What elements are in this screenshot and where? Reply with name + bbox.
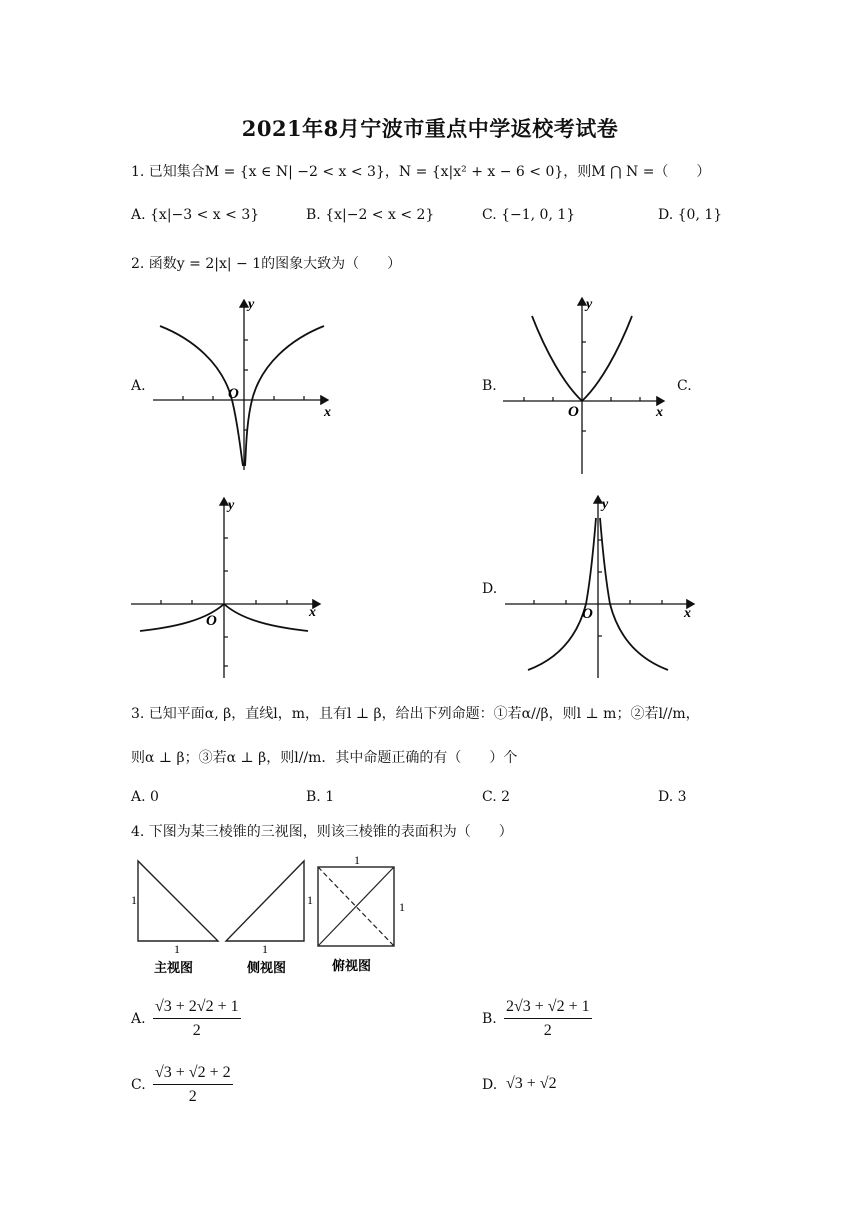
q2-option-b-label: B. bbox=[482, 378, 497, 394]
q1-option-c: C. {−1, 0, 1} bbox=[482, 207, 576, 223]
graph-c bbox=[126, 492, 326, 682]
x-axis-label: x bbox=[656, 405, 663, 420]
top-view-height-label: 1 bbox=[399, 900, 405, 914]
q4-option-c-fraction bbox=[153, 1064, 233, 1106]
y-axis-label: y bbox=[248, 297, 255, 312]
q4-option-d-label: D. bbox=[482, 1077, 498, 1093]
front-view bbox=[138, 861, 218, 941]
side-view-height-label: 1 bbox=[307, 893, 313, 907]
q2-option-c-label: C. bbox=[677, 378, 692, 394]
x-axis-label: x bbox=[324, 405, 331, 420]
three-views-figure bbox=[128, 852, 413, 982]
side-view bbox=[226, 861, 304, 941]
q3-option-b: B. 1 bbox=[306, 789, 335, 805]
question-1-text: 1. 已知集合M = {x ∈ N| −2 < x < 3}，N = {x|x² + x − 6 < 0}，则M ⋂ N =（ ） bbox=[131, 164, 711, 180]
q4-option-a-label: A. bbox=[131, 1011, 146, 1027]
y-axis-label: y bbox=[228, 498, 235, 513]
q4-option-a-fraction bbox=[153, 998, 241, 1040]
front-view-width-label: 1 bbox=[174, 942, 180, 956]
q1-option-d: D. {0, 1} bbox=[658, 207, 723, 223]
page-title: 2021年8月宁波市重点中学返校考试卷 bbox=[241, 116, 619, 141]
question-2-text: 2. 函数y = 2|x| − 1的图象大致为（ ） bbox=[131, 256, 402, 272]
q3-option-d: D. 3 bbox=[658, 789, 687, 805]
front-view-height-label: 1 bbox=[131, 893, 137, 907]
curve-right bbox=[600, 518, 668, 670]
q4-option-a-numerator: √3 + 2√2 + 1 bbox=[153, 998, 241, 1019]
q4-option-c-denominator: 2 bbox=[188, 1088, 197, 1105]
y-axis-label: y bbox=[586, 297, 593, 312]
curve-right bbox=[245, 326, 324, 466]
top-view-width-label: 1 bbox=[354, 853, 360, 867]
q2-option-a-label: A. bbox=[131, 378, 146, 394]
q4-option-c-label: C. bbox=[131, 1077, 146, 1093]
origin-label: O bbox=[206, 613, 217, 629]
x-axis-label: x bbox=[309, 605, 316, 620]
origin-label: O bbox=[582, 606, 593, 622]
side-view-label: 侧视图 bbox=[247, 960, 287, 975]
question-4-text: 4. 下图为某三棱锥的三视图，则该三棱锥的表面积为（ ） bbox=[131, 824, 513, 840]
q3-option-c: C. 2 bbox=[482, 789, 511, 805]
curve-left bbox=[528, 518, 596, 670]
q1-option-a: A. {x|−3 < x < 3} bbox=[131, 207, 260, 223]
question-3-line-2: 则α ⊥ β；③若α ⊥ β，则l//m．其中命题正确的有（ ）个 bbox=[131, 750, 518, 766]
q2-option-d-label: D. bbox=[482, 581, 498, 597]
q4-option-a-denominator: 2 bbox=[192, 1022, 201, 1039]
q4-option-d-expr: √3 + √2 bbox=[506, 1075, 557, 1092]
side-view-width-label: 1 bbox=[262, 942, 268, 956]
q4-option-b-fraction bbox=[504, 998, 592, 1040]
q4-option-b-denominator: 2 bbox=[543, 1022, 552, 1039]
top-view-label: 俯视图 bbox=[332, 958, 372, 973]
q4-option-c-numerator: √3 + √2 + 2 bbox=[153, 1064, 233, 1085]
origin-label: O bbox=[568, 404, 579, 420]
q4-option-b-label: B. bbox=[482, 1011, 497, 1027]
question-3-line-1: 3. 已知平面α, β，直线l，m，且有l ⊥ β，给出下列命题：①若α//β，则l ⊥ m；②若l//m， bbox=[131, 706, 700, 722]
origin-label: O bbox=[228, 386, 239, 402]
graph-b bbox=[498, 292, 678, 478]
x-axis-label: x bbox=[684, 606, 691, 621]
q4-option-b-numerator: 2√3 + √2 + 1 bbox=[504, 998, 592, 1019]
front-view-label: 主视图 bbox=[154, 960, 194, 975]
q3-option-a: A. 0 bbox=[131, 789, 159, 805]
y-axis-label: y bbox=[602, 497, 609, 512]
q1-option-b: B. {x|−2 < x < 2} bbox=[306, 207, 435, 223]
graph-a bbox=[148, 294, 344, 474]
graph-d bbox=[500, 490, 700, 682]
